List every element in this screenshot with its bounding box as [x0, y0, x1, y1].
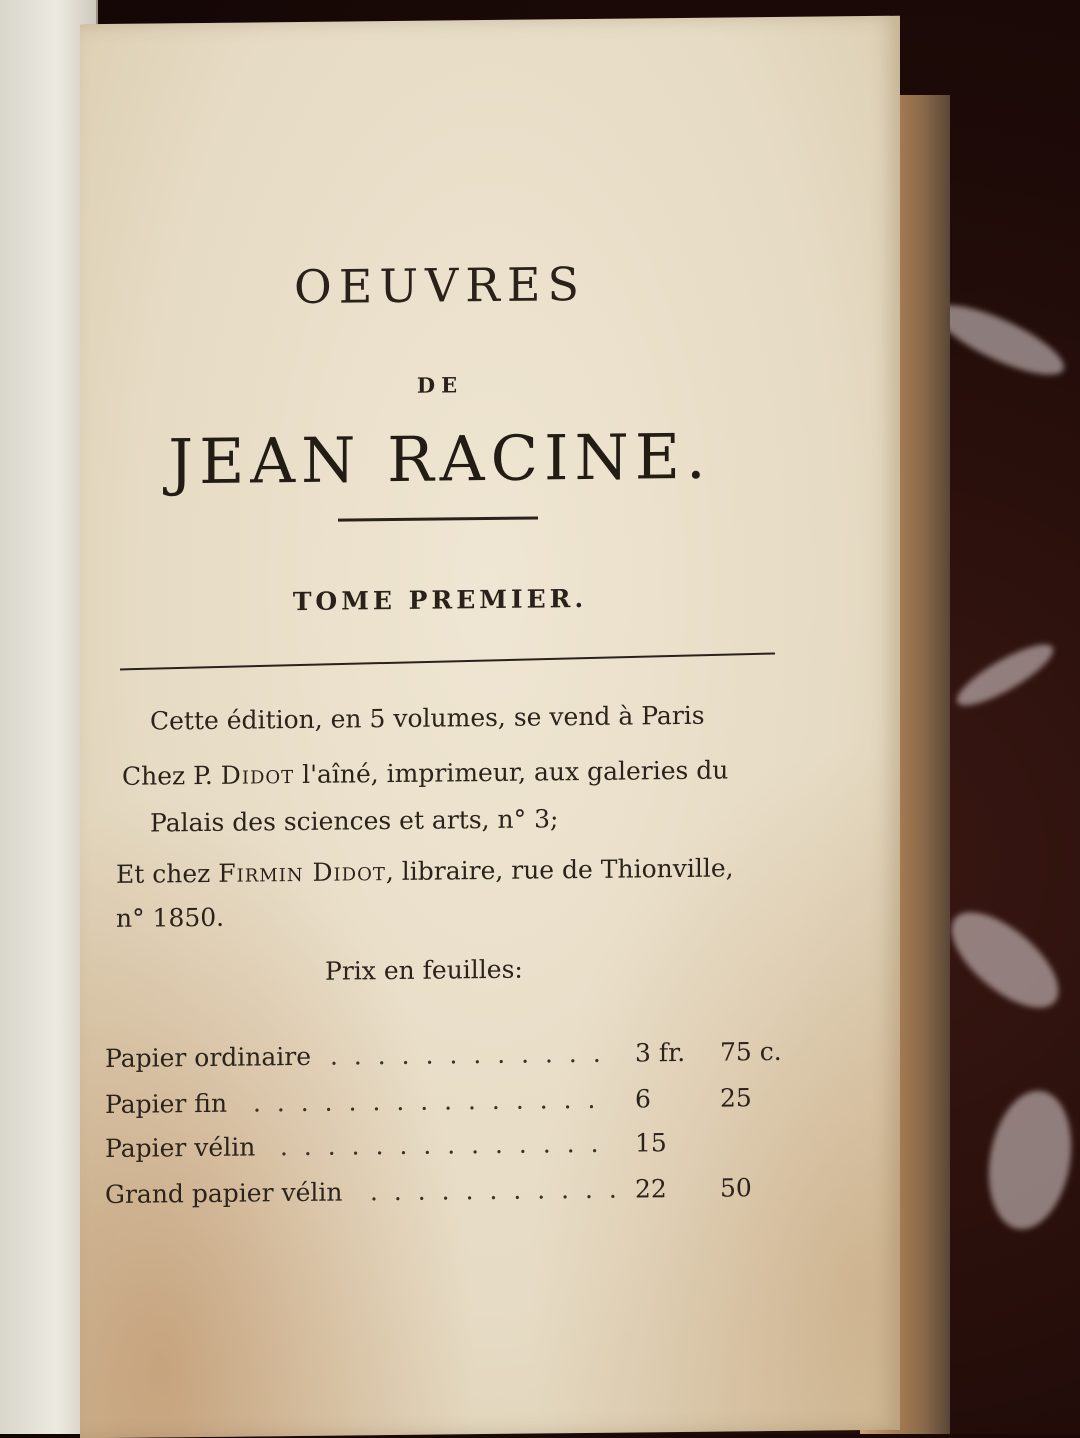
title-page: [80, 16, 900, 1438]
imprint-line-2: [122, 756, 728, 791]
price-centimes: 75 c.: [720, 1036, 782, 1067]
price-row: [105, 1037, 795, 1080]
author-name: JEAN RACINE.: [168, 419, 712, 499]
price-francs: 6: [635, 1084, 651, 1114]
price-row: [105, 1173, 795, 1216]
price-row: [105, 1127, 795, 1170]
price-francs: 3 fr.: [635, 1037, 686, 1068]
price-centimes: 50: [720, 1173, 752, 1203]
paper-type: Grand papier vélin: [105, 1177, 343, 1210]
price-row: [105, 1083, 795, 1126]
bookseller-name: Firmin Didot: [218, 857, 386, 888]
short-rule: [338, 516, 538, 521]
paper-type: Papier vélin: [105, 1132, 256, 1164]
price-francs: 15: [635, 1128, 667, 1158]
imprint-line-4-start: Et chez: [116, 858, 219, 889]
long-rule: [120, 652, 775, 670]
imprint-line-2-end: l'aîné, imprimeur, aux galeries du: [294, 755, 729, 790]
imprint-line-4: [116, 853, 734, 888]
leader-dots: . . . . . . . . . . . . . . .: [253, 1084, 600, 1118]
leader-dots: . . . . . . . . . . . .: [330, 1038, 605, 1071]
imprint-line-5: n° 1850.: [116, 902, 225, 933]
printer-name: Didot: [220, 760, 295, 790]
leader-dots: . . . . . . . . . . . . . .: [280, 1128, 603, 1162]
leader-dots: . . . . . . . . . . .: [370, 1174, 621, 1207]
price-francs: 22: [635, 1174, 667, 1204]
paper-type: Papier fin: [105, 1088, 228, 1120]
imprint-line-2-start: Chez P.: [122, 760, 221, 791]
imprint-line-3: Palais des sciences et arts, n° 3;: [150, 804, 559, 838]
imprint-line-4-end: , libraire, rue de Thionville,: [385, 853, 734, 887]
price-heading: Prix en feuilles:: [325, 954, 523, 986]
paper-type: Papier ordinaire: [105, 1041, 312, 1074]
volume-label: TOME PREMIER.: [292, 583, 588, 617]
imprint-line-1: Cette édition, en 5 volumes, se vend à Paris: [150, 700, 705, 736]
title-preposition: DE: [416, 372, 464, 398]
work-title: OEUVRES: [293, 256, 586, 315]
price-centimes: 25: [720, 1083, 752, 1113]
